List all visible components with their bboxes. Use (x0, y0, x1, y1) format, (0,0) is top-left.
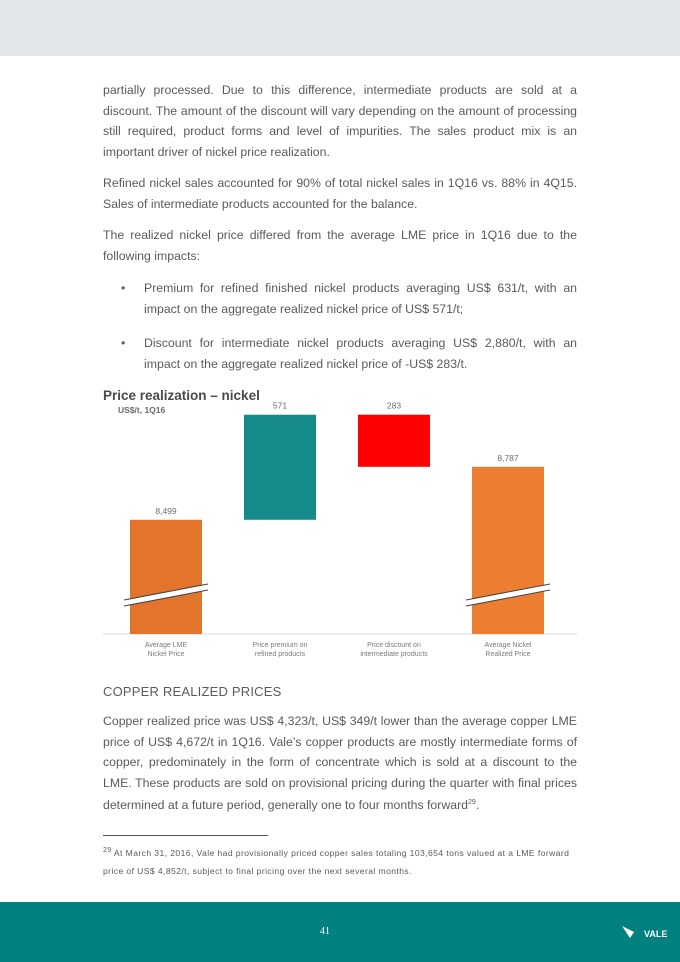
svg-text:VALE: VALE (644, 929, 668, 939)
chart-title: Price realization – nickel (103, 388, 260, 403)
data-label-2: 571 (272, 400, 288, 411)
chart-subtitle: US$/t, 1Q16 (118, 405, 166, 415)
category-label-1: Average LME Nickel Price (144, 642, 188, 658)
body-paragraph-3: The realized nickel price differed from the average LME price in 1Q16 due to the following impacts: (103, 228, 577, 263)
category-label-4: Average Nickel Realized Price (484, 642, 532, 658)
footnote-reference: 29 (468, 799, 476, 806)
data-label-3: 283 (386, 400, 402, 411)
footnote-divider (103, 835, 268, 836)
copper-paragraph: Copper realized price was US$ 4,323/t, US$ 349/t lower than the average copper LME price of US$ 4,672/t in 1Q16. Vale’s copper products are mostly intermediate forms of copper, predominately in the form of concentrate which is sold at a discount to the LME. These products are sold on provisional pricing during the quarter with final prices determined at a future period, generally one to four months forward$^{29}$. (103, 714, 577, 813)
bullet-icon: • (121, 281, 126, 295)
page-number: 41 (320, 926, 330, 937)
header-band (0, 0, 680, 56)
body-paragraph-2: Refined nickel sales accounted for 90% of total nickel sales in 1Q16 vs. 88% in 4Q15. Sales of intermediate products accounted for the balance. (103, 176, 577, 211)
vale-logo-icon (620, 920, 676, 944)
bar-3 (358, 415, 430, 467)
footer-band (0, 902, 680, 962)
section-heading-copper: COPPER REALIZED PRICES (103, 684, 282, 699)
bullet-item-premium: • Premium for refined finished nickel products averaging US$ 631/t, with an impact on the aggregate realized nickel price of US$ 571/t; (103, 278, 577, 319)
bar-1 (130, 520, 202, 634)
bullet-icon: • (121, 336, 126, 350)
data-label-1: 8,499 (155, 505, 177, 516)
category-label-2: Price premium on refined products (252, 642, 308, 658)
body-paragraph-1: partially processed. Due to this difference, intermediate products are sold at a discount. The amount of the discount will vary depending on the amount of processing still required, product forms and level of impurities. The sales product mix is an important driver of nickel price realization. (103, 83, 577, 159)
bar-4 (472, 467, 544, 634)
data-label-4: 8,787 (497, 452, 519, 463)
category-label-3: Price discount on intermediate products (360, 642, 428, 658)
bullet-item-discount: • Discount for intermediate nickel products averaging US$ 2,880/t, with an impact on the aggregate realized nickel price of -US$ 283/t. (103, 333, 577, 374)
bar-2 (244, 415, 316, 520)
footnote: $^{29}$ At March 31, 2016, Vale had provisionally priced copper sales totaling 103,654 tons valued at a LME forward price of US$ 4,852/t, subject to final pricing over the next several months. (103, 847, 570, 876)
